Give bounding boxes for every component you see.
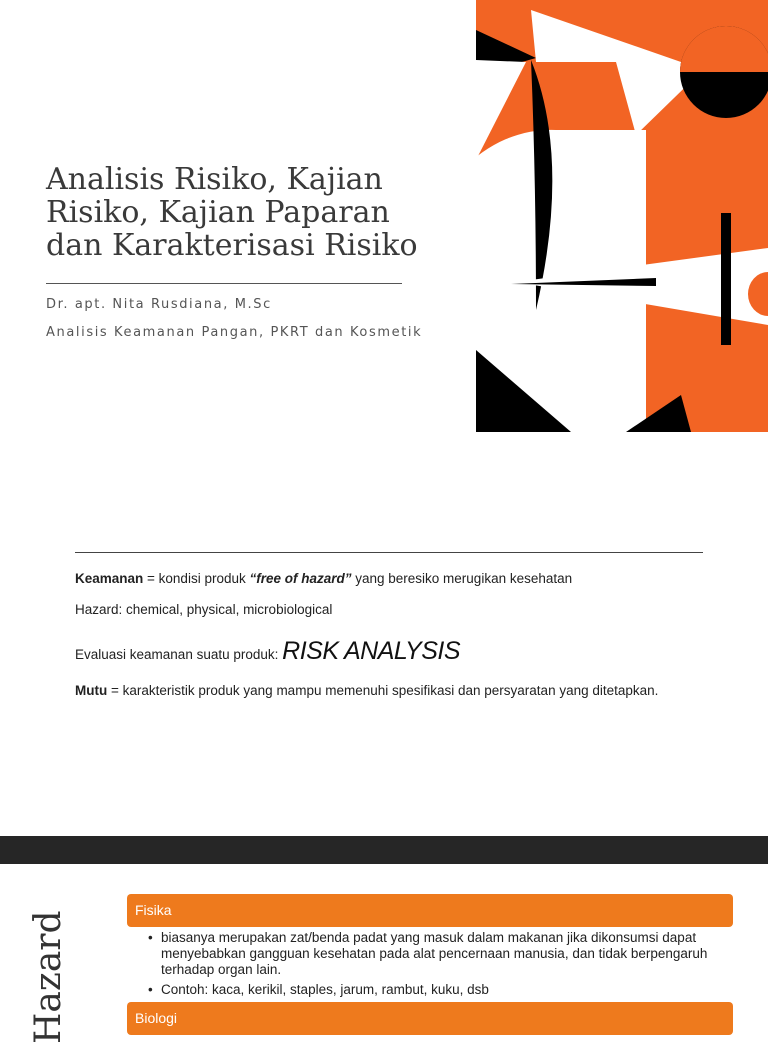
evaluasi-prefix: Evaluasi keamanan suatu produk: [75, 647, 283, 662]
free-of-hazard-quote: “free of hazard” [249, 571, 352, 586]
evaluasi-line [75, 637, 460, 666]
definitions-slide [0, 432, 768, 836]
keamanan-definition [75, 571, 572, 586]
definitions-divider [75, 552, 703, 553]
abstract-artwork [476, 0, 768, 432]
author-name: Dr. apt. Nita Rusdiana, M.Sc [46, 297, 272, 312]
mutu-definition [75, 683, 658, 698]
fisika-bullets [148, 930, 708, 1002]
bullet-text: biasanya merupakan zat/benda padat yang masuk dalam makanan jika dikonsumsi dapat menyebabkan gangguan kesehatan pada alat pencernaan manusia, dan tidak berpengaruh terhadap organ lain. [161, 930, 708, 977]
category-biologi: Biologi [127, 1002, 733, 1035]
title-divider [46, 283, 402, 284]
bullet-item [148, 982, 708, 998]
vertical-title: Hazard [28, 910, 69, 1044]
course-name: Analisis Keamanan Pangan, PKRT dan Kosmetik [46, 325, 423, 340]
bullet-item [148, 930, 708, 978]
bullet-dot: • [148, 930, 153, 945]
hazard-types: Hazard: chemical, physical, microbiological [75, 602, 333, 617]
risk-analysis-emphasis: RISK ANALYSIS [282, 637, 460, 665]
slide-separator-bar [0, 836, 768, 864]
keamanan-def-part-a: = kondisi produk [143, 571, 250, 586]
mutu-def: = karakteristik produk yang mampu memenuhi spesifikasi dan persyaratan yang ditetapkan. [107, 683, 659, 698]
bullet-dot: • [148, 982, 153, 997]
mutu-term: Mutu [75, 683, 108, 698]
title-slide [0, 0, 768, 432]
category-fisika: Fisika [127, 894, 733, 927]
hazard-slide [0, 864, 768, 1044]
presentation-title: Analisis Risiko, Kajian Risiko, Kajian Paparan dan Karakterisasi Risiko [46, 162, 418, 263]
keamanan-def-part-b: yang beresiko merugikan kesehatan [351, 571, 573, 586]
keamanan-term: Keamanan [75, 571, 144, 586]
art-black-bar [721, 213, 731, 345]
bullet-text: Contoh: kaca, kerikil, staples, jarum, rambut, kuku, dsb [161, 982, 489, 997]
vertical-title-clip [28, 864, 80, 1044]
